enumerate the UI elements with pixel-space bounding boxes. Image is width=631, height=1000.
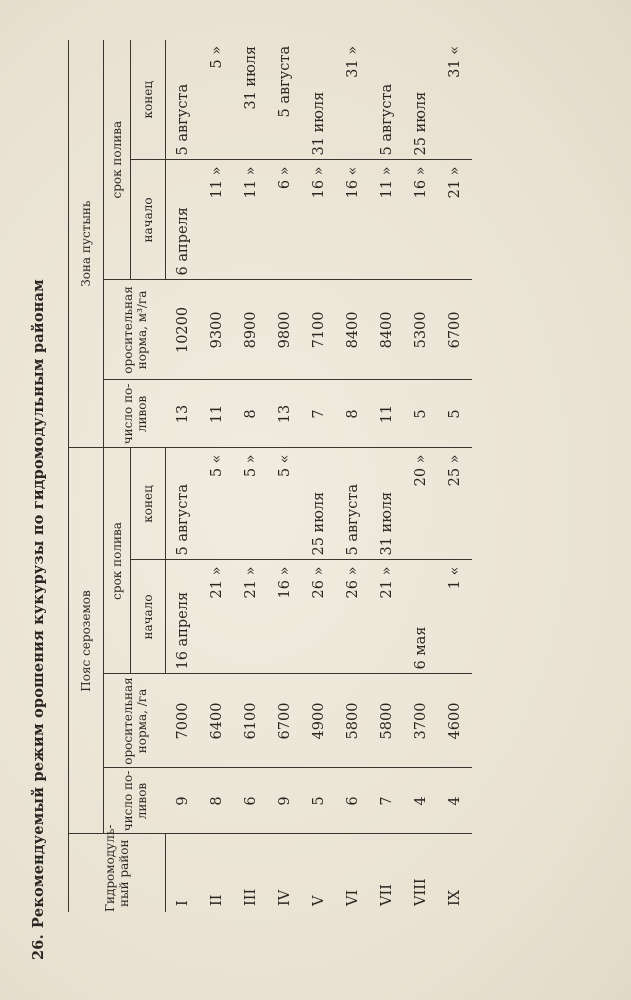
table-row [404,40,438,912]
end-cell: 5 августа [166,40,201,160]
table-row [336,40,370,912]
district-cell: VII [379,884,395,906]
table-row [438,40,472,912]
end-cell: 5 » [200,40,234,160]
table-number: 26. [30,934,47,960]
end-cell: 5 августа [336,448,370,560]
district-cell: IX [447,889,463,906]
table-row [166,40,201,912]
table-row [302,40,336,912]
norm-cell: 8900 [234,280,268,380]
start-cell: 16 » [404,160,438,280]
end-cell: 5 « [200,448,234,560]
norm-cell: 10200 [166,280,201,380]
count-cell: 9 [166,768,201,834]
end-cell: 5 августа [166,448,201,560]
start-cell: 6 мая [404,560,438,674]
norm-cell: 5300 [404,280,438,380]
district-cell: VIII [413,878,429,906]
district-cell: V [311,895,327,906]
start-cell: 21 » [234,560,268,674]
district-cell: III [243,888,259,906]
table-row [200,40,234,912]
norm-cell: 7100 [302,280,336,380]
header-zone-desert: Зона пустынь [69,40,104,448]
start-cell: 6 » [268,160,302,280]
count-cell: 4 [438,768,472,834]
norm-cell: 6400 [200,674,234,768]
start-cell: 16 » [268,560,302,674]
start-cell: 11 » [234,160,268,280]
start-cell: 11 » [200,160,234,280]
start-cell: 6 апреля [166,160,201,280]
header-start-2: начало [131,160,166,280]
header-count-2: число по-ливов [104,380,166,448]
count-cell: 9 [268,768,302,834]
norm-cell: 3700 [404,674,438,768]
header-norm-1: оросительная норма, /га [104,674,166,768]
header-norm-2: оросительная норма, м³/га [104,280,166,380]
start-cell: 21 » [370,560,404,674]
norm-cell: 9800 [268,280,302,380]
count-cell: 11 [200,380,234,448]
table-row [268,40,302,912]
count-cell: 8 [234,380,268,448]
count-cell: 5 [302,768,336,834]
start-cell: 16 « [336,160,370,280]
start-cell: 21 » [438,160,472,280]
end-cell: 5 » [234,448,268,560]
norm-cell: 9300 [200,280,234,380]
district-cell: VI [345,889,361,906]
rotated-table-sheet [20,20,580,980]
end-cell: 25 июля [404,40,438,160]
end-cell: 31 июля [370,448,404,560]
district-cell: I [175,900,191,906]
header-zone-serozem: Пояс сероземов [69,448,104,834]
count-cell: 7 [302,380,336,448]
norm-cell: 6100 [234,674,268,768]
table-row [234,40,268,912]
count-cell: 5 [404,380,438,448]
count-cell: 8 [336,380,370,448]
norm-cell: 5800 [370,674,404,768]
count-cell: 8 [200,768,234,834]
count-cell: 7 [370,768,404,834]
header-period-1: срок полива [104,448,131,674]
start-cell: 21 » [200,560,234,674]
header-end-1: конец [131,448,166,560]
start-cell: 1 « [438,560,472,674]
table-title: Рекомендуемый режим орошения кукурузы по гидромодульным районам [30,279,47,929]
start-cell: 26 » [302,560,336,674]
end-cell: 31 июля [302,40,336,160]
end-cell: 25 » [438,448,472,560]
end-cell: 5 августа [268,40,302,160]
count-cell: 13 [166,380,201,448]
header-district: Гидромодуль-ный район [69,834,166,912]
norm-cell: 6700 [268,674,302,768]
count-cell: 11 [370,380,404,448]
header-start-1: начало [131,560,166,674]
norm-cell: 8400 [336,280,370,380]
norm-cell: 4600 [438,674,472,768]
irrigation-table [68,40,472,912]
norm-cell: 7000 [166,674,201,768]
end-cell: 31 » [336,40,370,160]
table-row [370,40,404,912]
district-cell: II [209,894,225,906]
header-period-2: срок полива [104,40,131,280]
district-cell: IV [277,889,293,906]
table-caption [20,20,58,960]
count-cell: 6 [336,768,370,834]
start-cell: 16 » [302,160,336,280]
header-end-2: конец [131,40,166,160]
norm-cell: 6700 [438,280,472,380]
end-cell: 20 » [404,448,438,560]
count-cell: 13 [268,380,302,448]
count-cell: 4 [404,768,438,834]
norm-cell: 5800 [336,674,370,768]
count-cell: 5 [438,380,472,448]
end-cell: 5 августа [370,40,404,160]
end-cell: 31 июля [234,40,268,160]
start-cell: 26 » [336,560,370,674]
norm-cell: 8400 [370,280,404,380]
end-cell: 5 « [268,448,302,560]
end-cell: 25 июля [302,448,336,560]
end-cell: 31 « [438,40,472,160]
header-count-1: число по-ливов [104,768,166,834]
start-cell: 16 апреля [166,560,201,674]
count-cell: 6 [234,768,268,834]
norm-cell: 4900 [302,674,336,768]
start-cell: 11 » [370,160,404,280]
